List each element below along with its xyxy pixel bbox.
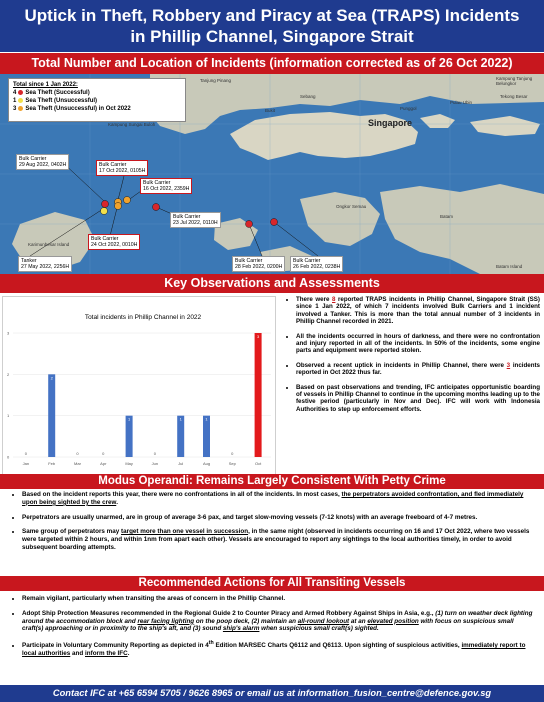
section-total-header: Total Number and Location of Incidents (information corrected as of 26 Oct 2022) [0,53,544,74]
modus-item: • Based on the incident reports this year, there were no confrontations in all of the incidents. In most cases, the perpetrators avoided confrontation, and fled immediately upon being sighted by the crew. [22,491,536,507]
observation-item: • Observed a recent uptick in incidents in Phillip Channel, there were 3 incidents reported in Oct 2022 thus far. [296,362,540,377]
marker-23jul [153,204,160,211]
section-key-header: Key Observations and Assessments [0,274,544,293]
action-item: • Remain vigilant, particularly when transiting the areas of concern in the Phillip Channel. [22,595,536,603]
marker-28feb [246,221,253,228]
singapore-label: Singapore [368,118,413,128]
incident-label: Bulk Carrier 16 Oct 2022, 2359H [140,178,192,194]
x-tick-label: May [125,461,133,466]
place-label: Batam Island [496,264,523,269]
x-tick-label: Oct [254,461,262,466]
chart-title: Total incidents in Phillip Channel in 2022 [84,314,202,321]
data-label: 1 [205,416,208,422]
map-legend [8,78,186,122]
marker-26feb [271,219,278,226]
marker-24oct [115,203,122,210]
data-label: 0 [76,451,79,456]
incident-label: Tanker 27 May 2022, 2256H [18,256,72,272]
legend-item: 4 Sea Theft (Successful) [13,90,90,96]
incidents-chart [2,296,276,476]
orange-dot-icon [18,106,23,111]
data-label: 0 [231,451,234,456]
bar [126,416,133,457]
marker-27may [101,208,108,215]
marker-16oct [124,197,131,204]
legend-heading: Total since 1 Jan 2022: [13,82,78,88]
incident-label: Bulk Carrier 17 Oct 2022, 0105H [96,160,148,176]
x-tick-label: Mar [74,461,81,466]
observation-item: • Based on past observations and trending, IFC anticipates opportunistic boarding of vessels in Phillip Channel to continue in the upcoming months leading up to the festive period (particularly in Nov and Dec). IFC will work with Indonesia Authorities to step up enforcement efforts. [296,384,540,414]
place-label: Sebang [300,94,316,99]
bar [203,416,210,457]
yellow-dot-icon [18,98,23,103]
modus-operandi [0,491,544,559]
bar [255,333,262,457]
place-label: Pulau Ubin [450,100,473,105]
action-item: • Adopt Ship Protection Measures recommended in the Regional Guide 2 to Counter Piracy and Armed Robbery Against Ships in Asia, e.g., (1) turn on weather deck lighting around the accommodation block and rear facing lighting on the poop deck, (2) maintain an all-round lookout at an elevated position with focus on suspicious small craft(s) approaching or in proximity to the ship's aft, and (3) sound ship's alarm when suspicious small craft(s) sighted. [22,610,536,633]
recommended-actions [0,595,544,665]
observation-item: • All the incidents occurred in hours of darkness, and there were no confrontation and injury reported in all of the incidents. In 50% of the incidents, some engine parts and equipment were reported stolen. [296,333,540,355]
place-label: Punggol [400,106,417,111]
incident-label: Bulk Carrier 28 Feb 2022, 0200H [232,256,285,272]
place-label: Ongkor Semau [336,204,367,209]
observation-item: • There were 8 reported TRAPS incidents in Phillip Channel, Singapore Strait (SS) since 1 Jan 2022, of which 7 incidents involved Bulk Carriers and 1 incident involved a Tanker. This is more than the total annual number of 3 incidents in Phillip Channel recorded in 2021. [296,296,540,326]
legend-item: 1 Sea Theft (Unsuccessful) [13,98,98,104]
y-tick-label: 3 [7,330,10,336]
place-label: Tekong Besar [500,94,528,99]
incident-label: Bulk Carrier 26 Feb 2022, 0238H [290,256,343,272]
data-label: 3 [256,334,260,339]
y-tick-label: 1 [7,413,10,419]
data-label: 0 [102,451,105,456]
legend-item: 3 Sea Theft (Unsuccessful) in Oct 2022 [13,106,131,112]
section-actions-header: Recommended Actions for All Transiting Vessels [0,576,544,591]
title-line-2: in Phillip Channel, Singapore Strait [130,27,414,46]
place-label: Batam [440,214,454,219]
marker-29aug [102,201,109,208]
incidents-chart-svg [3,297,275,475]
data-label: 1 [127,416,131,422]
title-line-1: Uptick in Theft, Robbery and Piracy at Sea (TRAPS) Incidents [24,6,520,25]
place-label: Tanjung Pinang [200,78,232,83]
incident-label: Bulk Carrier 24 Oct 2022, 0010H [88,234,140,250]
section-modus-header: Modus Operandi: Remains Largely Consistent With Petty Crime [0,474,544,489]
x-tick-label: Feb [48,461,56,466]
y-tick-label: 0 [7,454,10,460]
place-label: Kampung Tanjung Belungkor [496,76,533,86]
x-tick-label: Sep [228,461,236,466]
data-label: 2 [50,375,53,381]
bar [48,374,55,457]
red-dot-icon [18,90,23,95]
data-label: 1 [179,416,182,422]
x-tick-label: Jun [151,461,159,466]
incident-label: Bulk Carrier 23 Jul 2022, 0110H [170,212,221,228]
x-tick-label: Jan [22,461,30,466]
observations [280,296,540,474]
data-label: 0 [153,451,157,456]
page-title [0,0,544,52]
modus-item: • Perpetrators are usually unarmed, are in group of average 3-6 pax, and target slow-moving vessels (7-12 knots) with an average freeboard of 4-7 metres. [22,514,536,522]
y-tick-label: 2 [7,371,10,377]
x-tick-label: Aug [202,461,211,466]
incident-label: Bulk Carrier 29 Aug 2022, 0402H [16,154,69,170]
x-tick-label: Jul [178,461,184,466]
data-label: 0 [24,451,28,456]
action-item: • Participate in Voluntary Community Reporting as depicted in 4th Edition MARSEC Charts Q6112 and Q6113. Upon sighting of suspicious activities, immediately report to local authorities and inform the IFC. [22,640,536,658]
place-label: Karimunbesar Island [28,242,70,247]
place-label: Bukit [265,108,276,113]
contact-footer: Contact IFC at +65 6594 5705 / 9626 8965 or email us at information_fusion_centre@defence.gov.sg [0,685,544,702]
place-label: Kampung Sungai Buloh [108,122,156,127]
bar [177,416,184,457]
modus-item: • Same group of perpetrators may target more than one vessel in succession, in the same night (observed in incidents occurring on 16 and 17 Oct 2022, where two vessels were targeted within 2 hours, and within 1nm from apart each other). Vessels are encouraged to report any sightings to the local authorities timely, in order to avoid subsequent boarding attempts. [22,528,536,551]
x-tick-label: Apr [100,461,107,466]
